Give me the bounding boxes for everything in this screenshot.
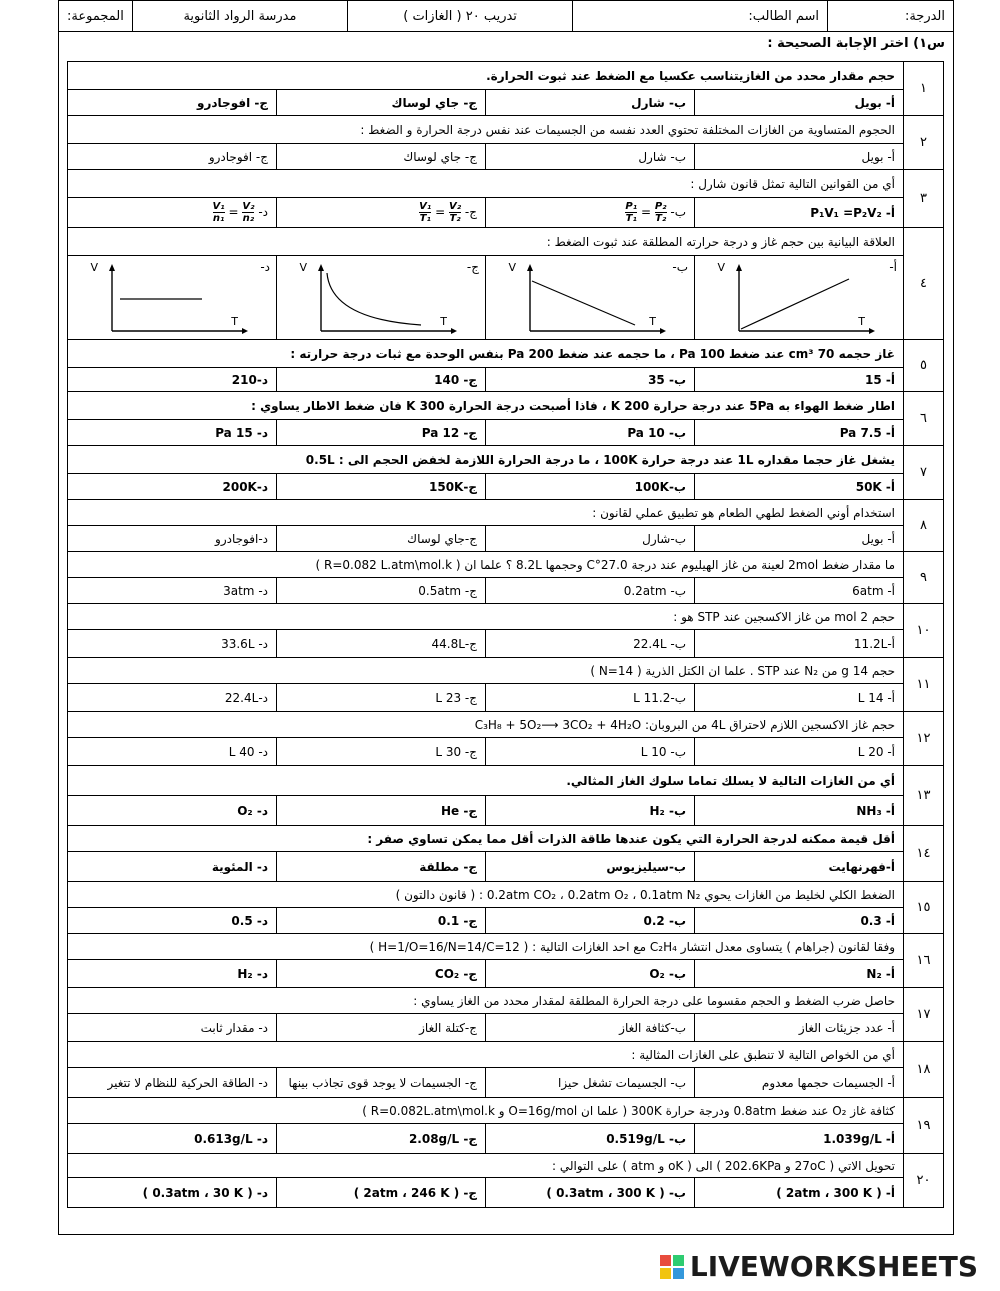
fraction: $\frac{\text{V₂}}{\text{T₂}}$ xyxy=(448,201,462,224)
options-row xyxy=(68,578,944,604)
option-a[interactable]: أ-11.2L xyxy=(695,630,904,658)
options-row xyxy=(68,526,944,552)
option-letter: ب- xyxy=(672,260,688,274)
options-row xyxy=(68,1068,944,1098)
question-stem: حجم 2 mol من غاز الاكسجين عند STP هو : xyxy=(68,604,904,630)
option-c[interactable] xyxy=(277,256,486,340)
question-stem: تحويل الاتي ( 27oC و 202.6KPa ) الى ( oK و atm ) على التوالي : xyxy=(68,1154,904,1178)
option-c[interactable]: ج- 30 L xyxy=(277,738,486,766)
options-row xyxy=(68,1014,944,1042)
options-row xyxy=(68,420,944,446)
option-c[interactable]: ج- He xyxy=(277,796,486,826)
options-row xyxy=(68,796,944,826)
question-number: ٢ xyxy=(904,116,944,170)
option-c[interactable]: ج- جاي لوساك xyxy=(277,90,486,116)
option-a[interactable]: أ- 14 L xyxy=(695,684,904,712)
option-a[interactable]: أ- بويل xyxy=(695,90,904,116)
option-c[interactable]: ج- ( 2atm ، 246 K ) xyxy=(277,1178,486,1208)
options-row xyxy=(68,90,944,116)
option-a[interactable]: أ- 6atm xyxy=(695,578,904,604)
option-d[interactable]: د- $\frac{\text{V₂}}{\text{n₂}}$ = $\frac{\text{V₁}}{\text{n₁}}$ xyxy=(68,198,277,228)
question-stem: الضغط الكلي لخليط من الغازات يحوي 0.2atm CO₂ ، 0.2atm O₂ ، 0.1atm N₂ : ( قانون دالتون ) xyxy=(68,882,904,908)
option-b[interactable]: ب-11.2 L xyxy=(486,684,695,712)
question-stem: أي من الخواص التالية لا تنطبق على الغازات المثالية : xyxy=(68,1042,904,1068)
option-a[interactable]: أ- الجسيمات حجمها معدوم xyxy=(695,1068,904,1098)
question-row xyxy=(68,392,944,420)
question-number: ٣ xyxy=(904,170,944,228)
question-row xyxy=(68,826,944,852)
axis-v-label: V xyxy=(717,260,725,274)
option-d[interactable]: د- H₂ xyxy=(68,960,277,988)
options-row xyxy=(68,738,944,766)
question-number: ٧ xyxy=(904,446,944,500)
option-letter: د- xyxy=(260,260,270,274)
question-row xyxy=(68,988,944,1014)
question-row xyxy=(68,552,944,578)
question-number: ٢٠ xyxy=(904,1154,944,1208)
question-row xyxy=(68,62,944,90)
fraction: $\frac{\text{V₂}}{\text{n₂}}$ xyxy=(242,201,255,224)
question-stem: حجم مقدار محدد من الغازيتناسب عكسيا مع الضغط عند ثبوت الحرارة. xyxy=(68,62,904,90)
option-a[interactable]: أ- 20 L xyxy=(695,738,904,766)
option-d[interactable]: د-22.4L xyxy=(68,684,277,712)
option-b[interactable] xyxy=(486,256,695,340)
option-b[interactable]: ب- O₂ xyxy=(486,960,695,988)
question-number: ٤ xyxy=(904,228,944,340)
option-b[interactable]: ب- 22.4L xyxy=(486,630,695,658)
worksheet-header xyxy=(58,0,954,32)
question-number: ٦ xyxy=(904,392,944,446)
question-row xyxy=(68,170,944,198)
questions-table xyxy=(67,61,944,1208)
option-a[interactable]: أ- 50K xyxy=(695,474,904,500)
option-d[interactable] xyxy=(68,256,277,340)
question-row xyxy=(68,604,944,630)
fraction: $\frac{\text{V₁}}{\text{n₁}}$ xyxy=(212,201,225,224)
option-c[interactable]: ج-كتلة الغاز xyxy=(277,1014,486,1042)
question-stem: أقل قيمة ممكنه لدرجة الحرارة التي يكون عندها طاقة الذرات أقل مما يمكن تساوي صفر : xyxy=(68,826,904,852)
option-d[interactable]: د- ( 0.3atm ، 30 K ) xyxy=(68,1178,277,1208)
option-a[interactable]: أ- عدد جزيئات الغاز xyxy=(695,1014,904,1042)
option-b[interactable]: ب- الجسيمات تشغل حيزا xyxy=(486,1068,695,1098)
brand-name: LIVEWORKSHEETS xyxy=(689,1250,978,1283)
option-letter: ج- xyxy=(466,260,479,274)
option-c[interactable]: ج-150K xyxy=(277,474,486,500)
option-a[interactable]: أ- NH₃ xyxy=(695,796,904,826)
option-b[interactable]: ب- 10 Pa xyxy=(486,420,695,446)
question-number: ١ xyxy=(904,62,944,116)
question-stem: العلاقة البيانية بين حجم غاز و درجة حرارته المطلقة عند ثبوت الضغط : xyxy=(68,228,904,256)
question-row xyxy=(68,934,944,960)
options-row xyxy=(68,630,944,658)
student-name-label: اسم الطالب: xyxy=(572,1,827,31)
option-a[interactable]: أ- ( 2atm ، 300 K ) xyxy=(695,1178,904,1208)
option-b[interactable]: ب- H₂ xyxy=(486,796,695,826)
question-row xyxy=(68,766,944,796)
question-stem: حاصل ضرب الضغط و الحجم مقسوما على درجة الحرارة المطلقة لمقدار محدد من الغاز يساوي : xyxy=(68,988,904,1014)
question-number: ١٥ xyxy=(904,882,944,934)
option-d[interactable]: د- 33.6L xyxy=(68,630,277,658)
option-a[interactable]: أ- 1.039g/L xyxy=(695,1124,904,1154)
option-c[interactable]: ج-44.8L xyxy=(277,630,486,658)
option-d[interactable]: د- 3atm xyxy=(68,578,277,604)
option-c[interactable]: ج- جاي لوساك xyxy=(277,144,486,170)
axis-t-label: T xyxy=(231,314,238,328)
graph-lin-up xyxy=(699,259,899,337)
option-a[interactable]: أ- P₁V₁ =P₂V₂ xyxy=(695,198,904,228)
question-row xyxy=(68,340,944,368)
option-b[interactable]: ب- شارل xyxy=(486,144,695,170)
liveworksheets-icon xyxy=(660,1255,684,1279)
option-c[interactable]: ج- $\frac{\text{V₂}}{\text{T₂}}$ = $\frac{\text{V₁}}{\text{T₁}}$ xyxy=(277,198,486,228)
options-row xyxy=(68,1124,944,1154)
axis-v-label: V xyxy=(90,260,98,274)
brand-logo xyxy=(660,1250,978,1283)
options-row xyxy=(68,144,944,170)
option-d[interactable]: ج- افوجادرو xyxy=(68,90,277,116)
question-stem: غاز حجمه 70 cm³ عند ضغط 100 Pa ، ما حجمه عند ضغط 200 Pa بنفس الوحدة مع ثبات درجة حرارته : xyxy=(68,340,904,368)
option-c[interactable]: ج- مطلقة xyxy=(277,852,486,882)
graph-lin-down xyxy=(490,259,690,337)
question-number: ١٧ xyxy=(904,988,944,1042)
question-stem: كثافة غاز O₂ عند ضغط 0.8atm ودرجة حرارة 300K ( علما ان O=16g/mol و R=0.082L.atm\mol.k ) xyxy=(68,1098,904,1124)
question-number: ٨ xyxy=(904,500,944,552)
axis-t-label: T xyxy=(649,314,656,328)
option-d[interactable]: ج- افوجادرو xyxy=(68,144,277,170)
option-b[interactable]: ب- 35 xyxy=(486,368,695,392)
question-stem: استخدام أوني الضغط لطهي الطعام هو تطبيق عملي لقانون : xyxy=(68,500,904,526)
option-a[interactable]: أ- N₂ xyxy=(695,960,904,988)
option-c[interactable]: ج- 23 L xyxy=(277,684,486,712)
page-title: تدريب ٢٠ ( الغازات ) xyxy=(347,1,572,31)
graph-flat xyxy=(72,259,272,337)
option-a[interactable]: أ- 15 xyxy=(695,368,904,392)
option-a[interactable]: أ- بويل xyxy=(695,526,904,552)
option-d[interactable]: د- O₂ xyxy=(68,796,277,826)
question-number: ١٦ xyxy=(904,934,944,988)
option-a[interactable] xyxy=(695,256,904,340)
option-b[interactable]: ب- 0.519g/L xyxy=(486,1124,695,1154)
option-b[interactable]: ب-كثافة الغاز xyxy=(486,1014,695,1042)
options-row xyxy=(68,908,944,934)
question-row xyxy=(68,1042,944,1068)
option-b[interactable]: ب- 0.2atm xyxy=(486,578,695,604)
option-d[interactable]: د-200K xyxy=(68,474,277,500)
option-c[interactable]: ج- 140 xyxy=(277,368,486,392)
option-d[interactable]: د- المئوية xyxy=(68,852,277,882)
question-stem: ما مقدار ضغط 2mol لعينة من غاز الهيليوم عند درجة 27.0°C وحجمها 8.2L ؟ علما ان ( R=0.082 L.atm\mol.k ) xyxy=(68,552,904,578)
option-c[interactable]: ج-جاي لوساك xyxy=(277,526,486,552)
school-name: مدرسة الرواد الثانوية xyxy=(132,1,347,31)
options-row xyxy=(68,198,944,228)
axis-t-label: T xyxy=(858,314,865,328)
options-row xyxy=(68,256,944,340)
option-d[interactable]: د- 40 L xyxy=(68,738,277,766)
option-b[interactable]: ب-سيليزيوس xyxy=(486,852,695,882)
question-row xyxy=(68,228,944,256)
option-b[interactable]: ب-100K xyxy=(486,474,695,500)
options-row xyxy=(68,474,944,500)
options-row xyxy=(68,960,944,988)
option-b[interactable]: ب- $\frac{\text{P₂}}{\text{T₂}}$ = $\frac{\text{P₁}}{\text{T₁}}$ xyxy=(486,198,695,228)
fraction: $\frac{\text{P₂}}{\text{T₂}}$ xyxy=(654,201,667,224)
option-b[interactable]: ب- ( 0.3atm ، 300 K ) xyxy=(486,1178,695,1208)
options-row xyxy=(68,1178,944,1208)
option-b[interactable]: ب- 0.2 xyxy=(486,908,695,934)
question-number: ٩ xyxy=(904,552,944,604)
axis-v-label: V xyxy=(508,260,516,274)
option-d[interactable]: د- الطاقة الحركية للنظام لا تتغير xyxy=(68,1068,277,1098)
option-d[interactable]: د-210 xyxy=(68,368,277,392)
question-stem: أي من القوانين التالية تمثل قانون شارل : xyxy=(68,170,904,198)
question-stem: اطار ضغط الهواء به 5Pa عند درجة حرارة 200 K ، فاذا أصبحت درجة الحرارة 300 K فان ضغط الاطار يساوي : xyxy=(68,392,904,420)
question-stem: أي من الغازات التالية لا يسلك تماما سلوك الغاز المثالي. xyxy=(68,766,904,796)
options-row xyxy=(68,684,944,712)
axis-t-label: T xyxy=(440,314,447,328)
question-number: ١٢ xyxy=(904,712,944,766)
question-number: ١٤ xyxy=(904,826,944,882)
question-row xyxy=(68,500,944,526)
question-row xyxy=(68,116,944,144)
question-row xyxy=(68,882,944,908)
options-row xyxy=(68,368,944,392)
option-c[interactable]: ج- CO₂ xyxy=(277,960,486,988)
option-c[interactable]: ج- 0.5atm xyxy=(277,578,486,604)
option-c[interactable]: ج- 2.08g/L xyxy=(277,1124,486,1154)
question-stem: حجم 14 g من N₂ عند STP . علما ان الكتل الذرية ( N=14 ) xyxy=(68,658,904,684)
option-b[interactable]: ب- شارل xyxy=(486,90,695,116)
option-d[interactable]: د- مقدار ثابت xyxy=(68,1014,277,1042)
option-b[interactable]: ب- 10 L xyxy=(486,738,695,766)
option-a[interactable]: أ- 7.5 Pa xyxy=(695,420,904,446)
fraction: $\frac{\text{V₁}}{\text{T₁}}$ xyxy=(419,201,432,224)
question-row xyxy=(68,1154,944,1178)
option-c[interactable]: ج- 12 Pa xyxy=(277,420,486,446)
question-number: ١٩ xyxy=(904,1098,944,1154)
question-stem: وفقا لقانون (جراهام ) يتساوى معدل انتشار C₂H₄ مع احد الغازات التالية : ( H=1/O=16/N=14/C=12 ) xyxy=(68,934,904,960)
question-row xyxy=(68,712,944,738)
question-number: ١٠ xyxy=(904,604,944,658)
group-label: المجموعة: xyxy=(67,8,124,24)
option-c[interactable]: ج- 0.1 xyxy=(277,908,486,934)
option-d[interactable]: د- 0.5 xyxy=(68,908,277,934)
question-stem: حجم غاز الاكسجين اللازم لاحتراق 4L من البروبان: C₃H₈ + 5O₂⟶ 3CO₂ + 4H₂O xyxy=(68,712,904,738)
section-title: س١) اختر الإجابة الصحيحة : xyxy=(767,36,945,51)
question-number: ١٣ xyxy=(904,766,944,826)
axis-v-label: V xyxy=(299,260,307,274)
question-row xyxy=(68,446,944,474)
question-row xyxy=(68,1098,944,1124)
options-row xyxy=(68,852,944,882)
option-a[interactable]: أ-فهرنهايت xyxy=(695,852,904,882)
option-b[interactable]: ب-شارل xyxy=(486,526,695,552)
question-stem: يشغل غاز حجما مقداره 1L عند درجة حرارة 100K ، ما درجة الحرارة اللازمة لخفض الحجم الى : 0.5L xyxy=(68,446,904,474)
option-d[interactable]: د- 15 Pa xyxy=(68,420,277,446)
question-number: ١٨ xyxy=(904,1042,944,1098)
option-a[interactable]: أ- بويل xyxy=(695,144,904,170)
question-number: ٥ xyxy=(904,340,944,392)
option-d[interactable]: د-افوجادرو xyxy=(68,526,277,552)
option-c[interactable]: ج- الجسيمات لا يوجد قوى تجاذب بينها xyxy=(277,1068,486,1098)
grade-label: الدرجة: xyxy=(827,1,953,31)
question-stem: الحجوم المتساوية من الغازات المختلفة تحتوي العدد نفسه من الجسيمات عند نفس درجة الحرارة و الضغط : xyxy=(68,116,904,144)
question-number: ١١ xyxy=(904,658,944,712)
fraction: $\frac{\text{P₁}}{\text{T₁}}$ xyxy=(625,201,638,224)
graph-hyper xyxy=(281,259,481,337)
option-d[interactable]: د- 0.613g/L xyxy=(68,1124,277,1154)
option-letter: أ- xyxy=(889,260,897,274)
question-row xyxy=(68,658,944,684)
option-a[interactable]: أ- 0.3 xyxy=(695,908,904,934)
